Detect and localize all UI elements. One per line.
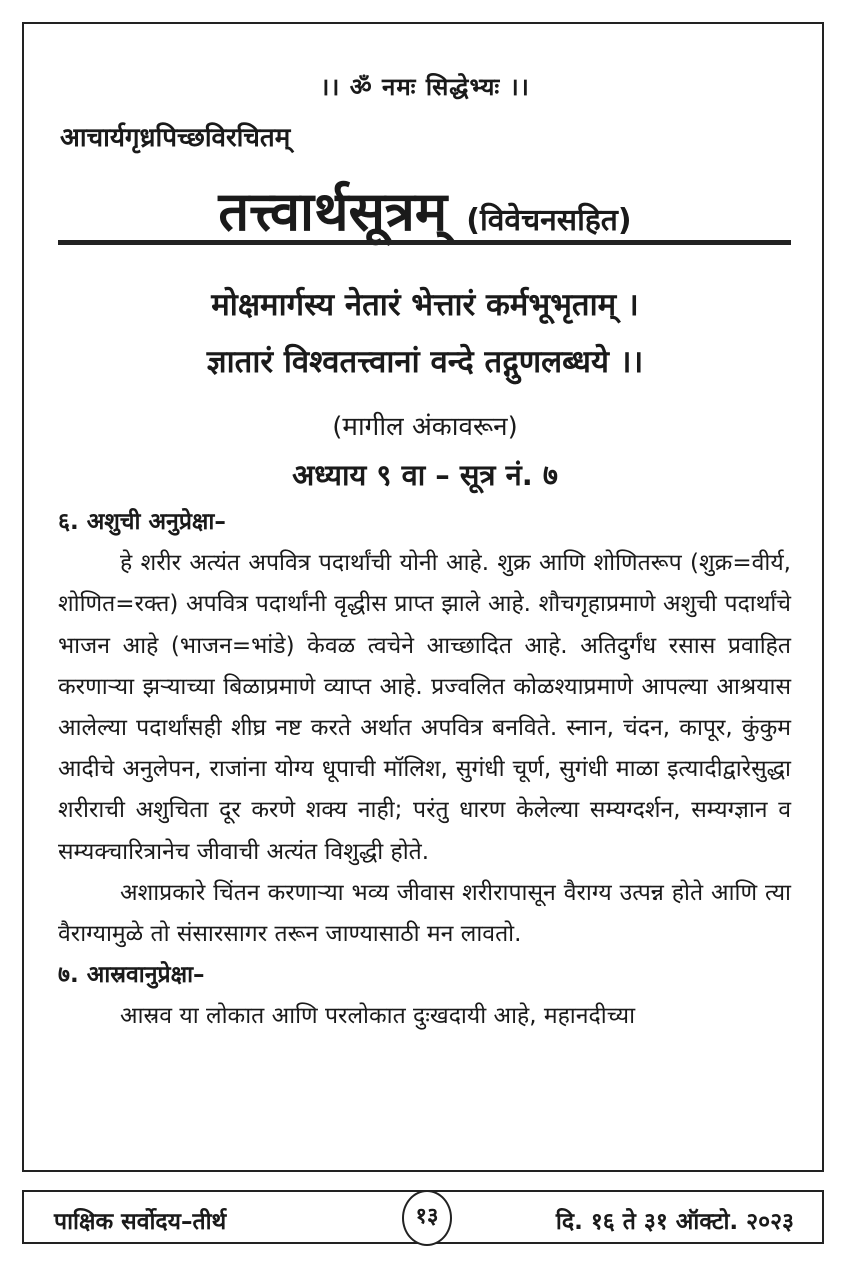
page-footer: [22, 1190, 824, 1244]
author-line: आचार्यगृध्रपिच्छविरचितम्: [60, 123, 291, 153]
chapter-heading: अध्याय ९ वा – सूत्र नं. ७: [292, 458, 558, 492]
page-number: १३: [402, 1190, 452, 1246]
book-subtitle: (विवेचनसहित): [466, 203, 632, 238]
issue-date: दि. १६ ते ३१ ऑक्टो. २०२३: [555, 1209, 794, 1235]
section-7-heading: ७. आस्रवानुप्रेक्षा–: [58, 962, 205, 989]
verse-line-2: ज्ञातारं विश्वतत्त्वानां वन्दे तद्गुणलब्धये ।।: [206, 344, 644, 380]
section-6-heading: ६. अशुची अनुप्रेक्षा–: [58, 509, 226, 535]
title-divider: [58, 240, 791, 245]
invocation: ।। ॐ नमः सिद्धेभ्यः ।।: [320, 73, 530, 101]
section-6-paragraph-1: हे शरीर अत्यंत अपवित्र पदार्थांची योनी आहे. शुक्र आणि शोणितरूप (शुक्र=वीर्य, शोणित=रक्त) अपवित्र पदार्थांनी वृद्धीस प्राप्त झाले आहे. शौचगृहाप्रमाणे अशुची पदार्थांचे भाजन आहे (भाजन=भांडे) केवळ त्वचेने आच्छादित आहे. अतिदुर्गंध रसास प्रवाहित करणाऱ्या झऱ्याच्या बिळाप्रमाणे व्याप्त आहे. प्रज्वलित कोळश्याप्रमाणे आपल्या आश्रयास आलेल्या पदार्थांसही शीघ्र नष्ट करते अर्थात अपवित्र बनविते. स्नान, चंदन, कापूर, कुंकुम आदीचे अनुलेपन, राजांना योग्य धूपाची मॉलिश, सुगंधी चूर्ण, सुगंधी माळा इत्यादीद्वारेसुद्धा शरीराची अशुचिता दूर करणे शक्य नाही; परंतु धारण केलेल्या सम्यग्दर्शन, सम्यग्ज्ञान व सम्यक्चारित्रानेच जीवाची अत्यंत विशुद्धी होते.: [58, 550, 791, 865]
continuation-note: (मागील अंकावरून): [332, 412, 518, 442]
section-7-paragraph-1: आस्रव या लोकात आणि परलोकात दुःखदायी आहे, महानदीच्या: [120, 1003, 636, 1030]
verse-line-1: मोक्षमार्गस्य नेतारं भेत्तारं कर्मभूभृताम् ।: [211, 287, 639, 323]
book-title: तत्त्वार्थसूत्रम्: [218, 180, 448, 243]
title-row: [0, 172, 850, 246]
publication-name: पाक्षिक सर्वोदय–तीर्थ: [54, 1209, 227, 1235]
section-6-paragraph-2: अशाप्रकारे चिंतन करणाऱ्या भव्य जीवास शरीरापासून वैराग्य उत्पन्न होते आणि त्या वैराग्यामुळे तो संसारसागर तरून जाण्यासाठी मन लावतो.: [58, 879, 791, 948]
article-body: [58, 502, 791, 1038]
